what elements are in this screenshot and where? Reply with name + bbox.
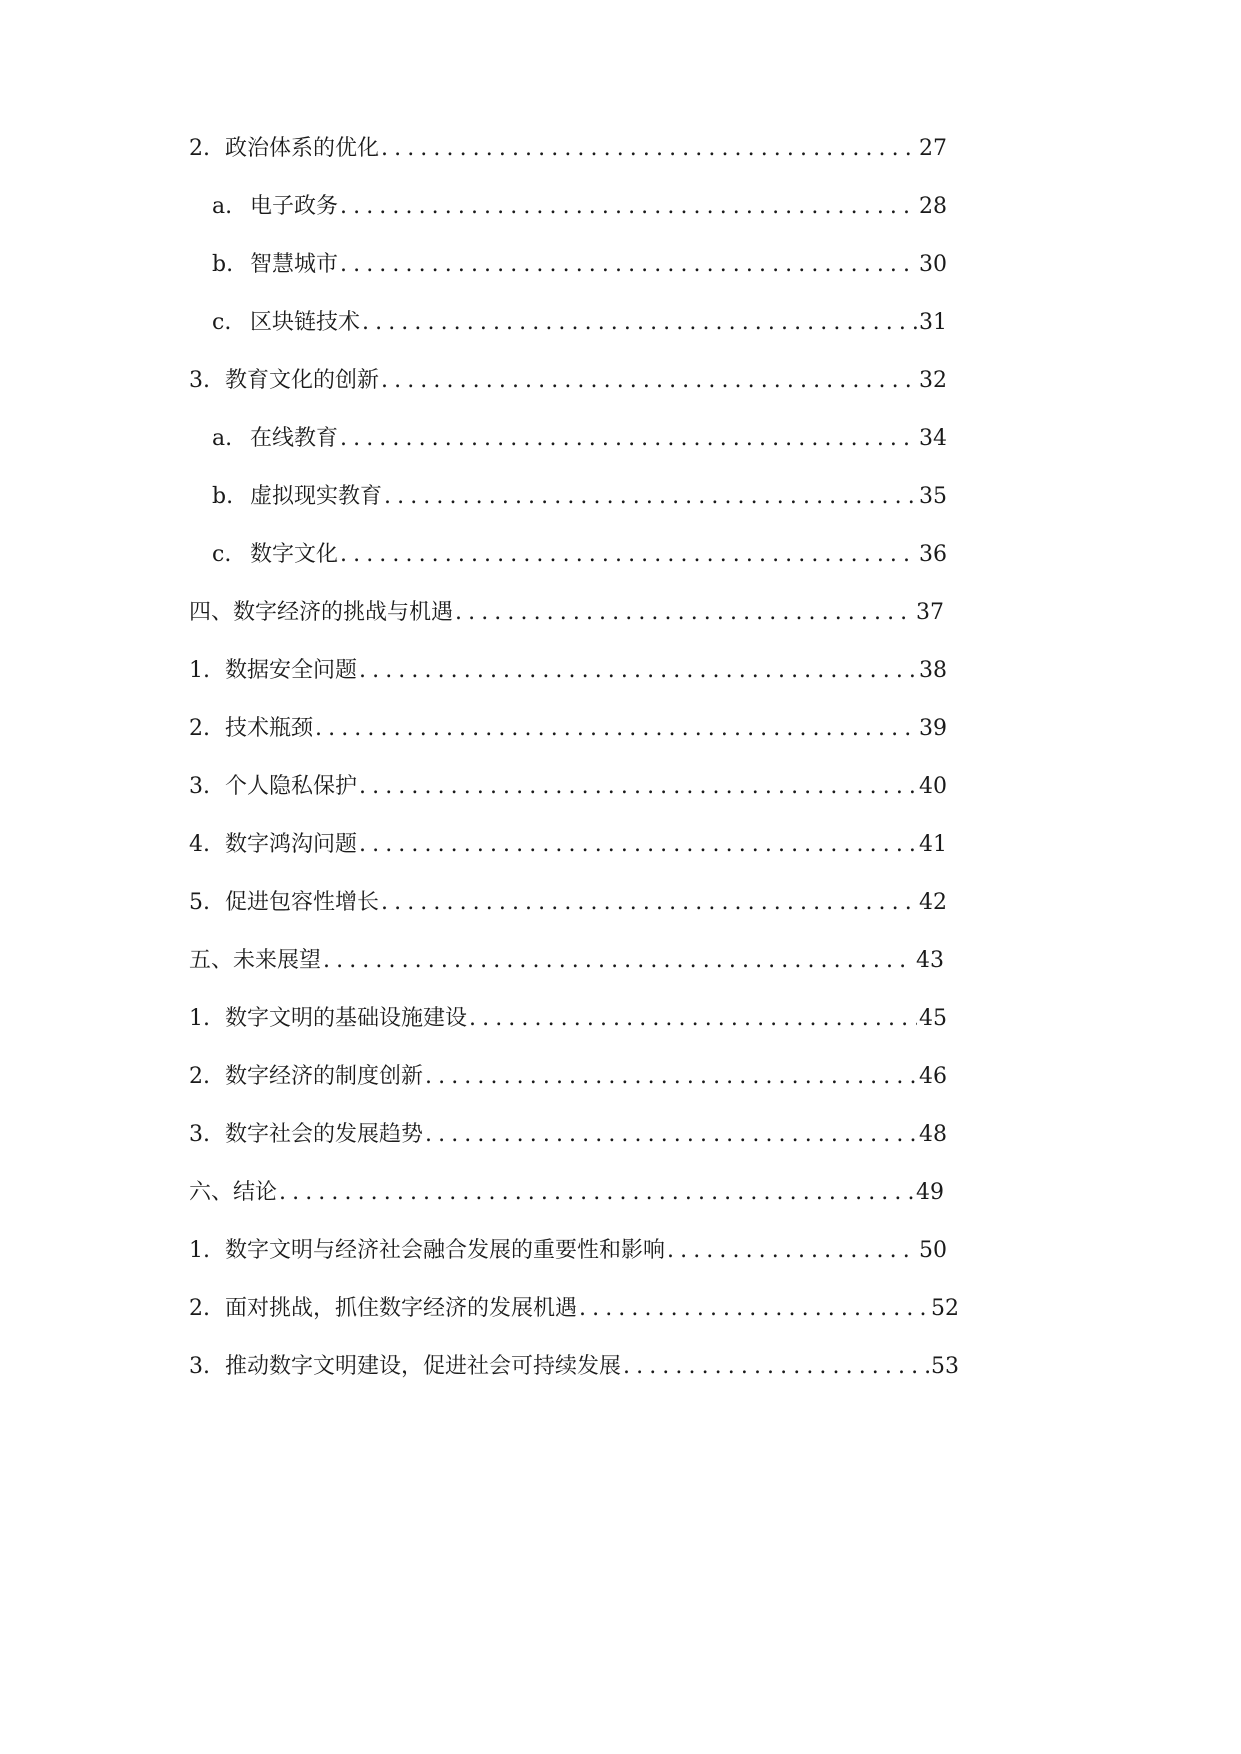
toc-entry-title: 政治体系的优化 [225,136,380,161]
toc-section-heading[interactable] [189,1173,944,1213]
toc-entry[interactable] [212,303,947,343]
toc-entry-letter: b. [212,252,234,277]
toc-entry-number: 5. [189,890,210,915]
dot-leader [425,1057,917,1097]
toc-entry-title: 教育文化的创新 [225,368,380,393]
dot-leader [315,709,917,749]
toc-entry[interactable] [189,825,947,865]
dot-leader [340,245,917,285]
toc-entry-number: 2. [189,1064,210,1089]
toc-entry-page: 27 [919,136,947,161]
toc-entry[interactable] [189,1231,947,1271]
toc-entry-title: 电子政务 [250,194,339,219]
dot-leader [340,187,917,227]
toc-entry[interactable] [189,651,947,691]
dot-leader [340,535,917,575]
toc-entry-page: 38 [919,658,947,683]
toc-entry[interactable] [189,1289,959,1329]
toc-entry-title: 六、结论 [189,1180,278,1205]
dot-leader [323,941,914,981]
toc-entry-page: 31 [919,310,947,335]
toc-entry[interactable] [212,477,947,517]
toc-entry[interactable] [189,1115,947,1155]
toc-entry-title: 数据安全问题 [225,658,358,683]
toc-entry[interactable] [189,999,947,1039]
toc-entry-number: 3. [189,1122,210,1147]
dot-leader [279,1173,914,1213]
toc-entry-title: 五、未来展望 [189,948,322,973]
dot-leader [381,883,917,923]
dot-leader [469,999,917,1039]
toc-entry-title: 虚拟现实教育 [250,484,383,509]
toc-entry[interactable] [189,1057,947,1097]
toc-entry-title: 在线教育 [250,426,339,451]
toc-entry[interactable] [212,535,947,575]
toc-entry-page: 50 [919,1238,947,1263]
toc-entry-page: 46 [919,1064,947,1089]
toc-entry-title: 个人隐私保护 [225,774,358,799]
dot-leader [340,419,917,459]
toc-entry-title: 数字文明的基础设施建设 [225,1006,468,1031]
toc-entry-page: 49 [916,1180,944,1205]
toc-entry-number: 1. [189,658,210,683]
toc-entry[interactable] [189,883,947,923]
dot-leader [359,767,917,807]
toc-entry-page: 53 [931,1354,959,1379]
toc-entry-page: 28 [919,194,947,219]
toc-entry[interactable] [189,709,947,749]
toc-entry-title: 技术瓶颈 [225,716,314,741]
toc-entry-number: 2. [189,716,210,741]
toc-entry-page: 39 [919,716,947,741]
toc-entry-page: 35 [919,484,947,509]
dot-leader [579,1289,929,1329]
toc-entry-letter: a. [212,194,233,219]
toc-entry[interactable] [189,361,947,401]
toc-entry-number: 3. [189,1354,210,1379]
toc-entry[interactable] [189,129,947,169]
dot-leader [359,651,917,691]
toc-entry-page: 41 [919,832,947,857]
toc-entry-page: 42 [919,890,947,915]
dot-leader [362,303,917,343]
dot-leader [667,1231,917,1271]
dot-leader [359,825,917,865]
toc-entry[interactable] [189,1347,959,1387]
toc-entry-page: 52 [931,1296,959,1321]
dot-leader [381,129,917,169]
dot-leader [384,477,917,517]
toc-entry-page: 40 [919,774,947,799]
toc-entry-number: 2. [189,136,210,161]
toc-entry-letter: c. [212,310,232,335]
toc-entry-title: 数字鸿沟问题 [225,832,358,857]
toc-entry-number: 1. [189,1006,210,1031]
toc-entry-page: 36 [919,542,947,567]
toc-entry-page: 30 [919,252,947,277]
toc-entry-title: 面对挑战，抓住数字经济的发展机遇 [225,1296,578,1321]
toc-entry-number: 3. [189,368,210,393]
toc-entry-title: 数字文化 [250,542,339,567]
dot-leader [425,1115,917,1155]
toc-entry-letter: a. [212,426,233,451]
toc-entry-title: 促进包容性增长 [225,890,380,915]
toc-entry-page: 45 [919,1006,947,1031]
dot-leader [623,1347,929,1387]
toc-entry-number: 1. [189,1238,210,1263]
toc-entry-title: 数字经济的制度创新 [225,1064,424,1089]
toc-section-heading[interactable] [189,593,944,633]
toc-entry-title: 推动数字文明建设，促进社会可持续发展 [225,1354,622,1379]
toc-entry-letter: b. [212,484,234,509]
toc-entry[interactable] [189,767,947,807]
toc-entry-page: 43 [916,948,944,973]
toc-entry-letter: c. [212,542,232,567]
toc-entry-page: 37 [916,600,944,625]
toc-entry-title: 数字文明与经济社会融合发展的重要性和影响 [225,1238,666,1263]
dot-leader [455,593,914,633]
toc-entry-title: 智慧城市 [250,252,339,277]
toc-entry-page: 34 [919,426,947,451]
toc-entry-title: 数字社会的发展趋势 [225,1122,424,1147]
toc-entry-title: 四、数字经济的挑战与机遇 [189,600,454,625]
toc-entry-page: 32 [919,368,947,393]
toc-entry[interactable] [212,419,947,459]
dot-leader [381,361,917,401]
toc-entry-number: 4. [189,832,210,857]
toc-entry-number: 2. [189,1296,210,1321]
toc-entry[interactable] [212,245,947,285]
toc-section-heading[interactable] [189,941,944,981]
toc-entry-page: 48 [919,1122,947,1147]
toc-entry[interactable] [212,187,947,227]
toc-entry-number: 3. [189,774,210,799]
toc-entry-title: 区块链技术 [250,310,361,335]
